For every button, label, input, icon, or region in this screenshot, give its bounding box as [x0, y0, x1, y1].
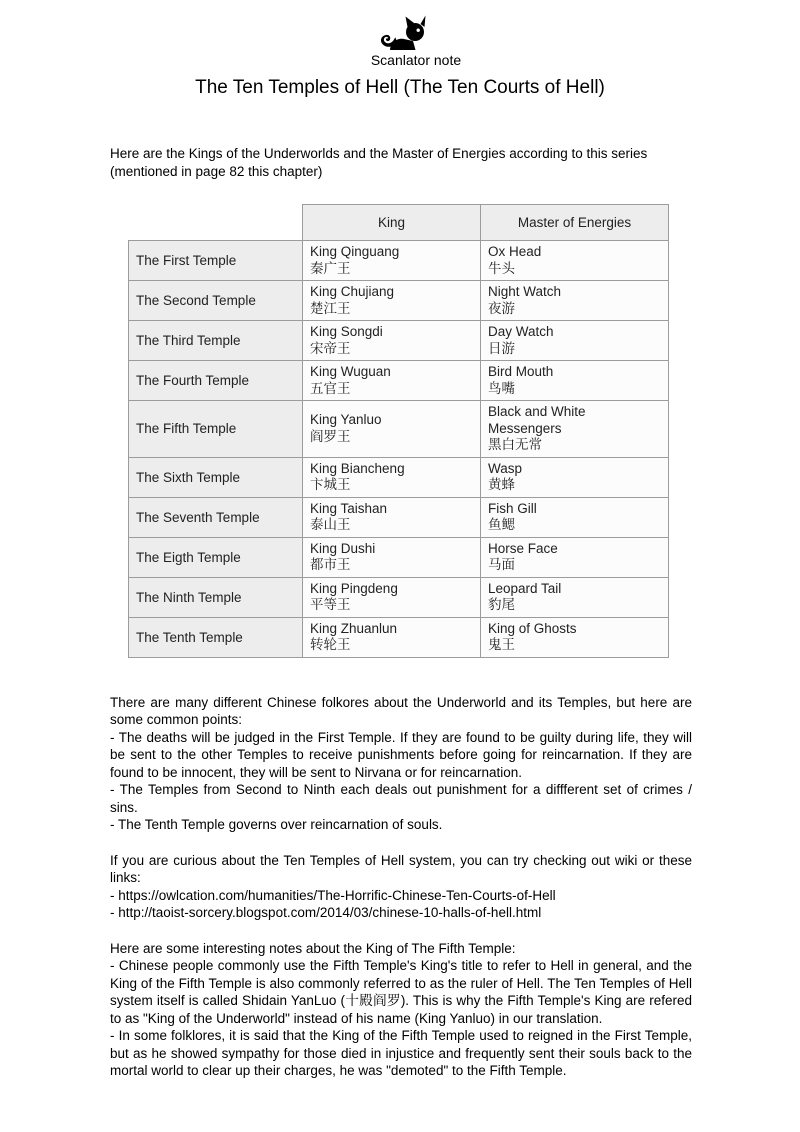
black-cat-logo-icon: [373, 14, 427, 54]
king-name-en: King Wuguan: [310, 364, 391, 379]
master-name-cn: 黄蜂: [488, 477, 515, 493]
table-row: [129, 497, 669, 537]
paragraph-line: (mentioned in page 82 this chapter): [110, 163, 323, 179]
table-row: [129, 321, 669, 361]
master-name-en: Night Watch: [488, 284, 562, 299]
king-name-cn: 泰山王: [310, 517, 351, 533]
master-name-en: Leopard Tail: [488, 580, 562, 596]
temple-name-cell: The Eigth Temple: [129, 537, 303, 577]
paragraph-line: - The deaths will be judged in the First Temple. If they are found to be guilty during life, they will be sent to the other Temples to receive punishments before going for reincarnation. If they are found to be innocent, they will be sent to Nirvana or for reincarnation.: [110, 729, 692, 780]
master-name-cn: 鬼王: [488, 637, 515, 653]
master-cell: [481, 537, 669, 577]
master-name-cn: 牛头: [488, 260, 515, 277]
king-name-en: King Songdi: [310, 324, 383, 339]
king-name-cn: 楚江王: [310, 300, 351, 317]
paragraph-line: Here are the Kings of the Underworlds and the Master of Energies according to this series: [110, 146, 648, 161]
master-name-cn: 黑白无常: [488, 437, 542, 453]
king-name-en: King Yanluo: [310, 412, 382, 428]
king-name-en: King Dushi: [310, 540, 376, 556]
king-cell: [303, 241, 481, 281]
temple-name-cell: The Third Temple: [129, 321, 303, 361]
temples-table: [128, 204, 669, 658]
master-name-en: Black and White Messengers: [488, 404, 586, 436]
master-name-en: Fish Gill: [488, 500, 537, 516]
page-content: [0, 145, 800, 1080]
temple-name-cell: The Ninth Temple: [129, 577, 303, 617]
king-name-cn: 五官王: [310, 380, 351, 397]
corner-header-cell: [129, 205, 303, 241]
table-row: [129, 537, 669, 577]
king-cell: [303, 457, 481, 497]
master-name-cn: 鱼鳃: [488, 517, 515, 533]
king-name-cn: 卞城王: [310, 477, 351, 493]
paragraph-line: - The Tenth Temple governs over reincarnation of souls.: [110, 817, 443, 832]
king-name-cn: 宋帝王: [310, 340, 351, 357]
temple-table-body: [129, 241, 669, 658]
king-name-cn: 转轮王: [310, 637, 351, 653]
temples-table-head: [129, 205, 669, 241]
temple-name-cell: The Fourth Temple: [129, 361, 303, 401]
paragraph-line: - http://taoist-sorcery.blogspot.com/2014/03/chinese-10-halls-of-hell.html: [110, 905, 542, 920]
temple-name-cell: The Seventh Temple: [129, 497, 303, 537]
king-name-en: King Zhuanlun: [310, 620, 398, 636]
master-cell: [481, 577, 669, 617]
master-cell: [481, 281, 669, 321]
master-name-en: Day Watch: [488, 324, 554, 339]
page-title: The Ten Temples of Hell (The Ten Courts of Hell): [195, 77, 605, 98]
table-row: [129, 457, 669, 497]
paragraph-line: If you are curious about the Ten Temples of Hell system, you can try checking out wiki or these links:: [110, 852, 692, 885]
master-cell: [481, 241, 669, 281]
master-column-header: Master of Energies: [481, 205, 669, 241]
master-name-cn: 夜游: [488, 300, 515, 317]
temple-name-cell: The Second Temple: [129, 281, 303, 321]
king-name-en: King Biancheng: [310, 460, 405, 476]
master-name-cn: 鸟嘴: [488, 380, 515, 397]
master-cell: [481, 401, 669, 458]
paragraph-line: - Chinese people commonly use the Fifth Temple's King's title to refer to Hell in general, and the King of the Fifth Temple is also commonly referred to as the ruler of Hell. The Ten Temples of Hell system itself is called Shidain YanLuo (十殿阎罗). This is why the Fifth Temple's King are refered to as "King of the Underworld" instead of his name (King Yanluo) in our translation.: [110, 958, 692, 1026]
king-name-cn: 阎罗王: [310, 428, 351, 445]
paragraph-line: - In some folklores, it is said that the King of the Fifth Temple used to reigned in the First Temple, but as he showed sympathy for those died in injustice and frequently sent their souls back to the mortal world to clear up their charges, he was "demoted" to the Fifth Temple.: [110, 1028, 692, 1078]
king-name-cn: 秦广王: [310, 260, 351, 277]
table-row: [129, 361, 669, 401]
paragraph-line: - https://owlcation.com/humanities/The-Horrific-Chinese-Ten-Courts-of-Hell: [110, 887, 556, 903]
king-cell: [303, 577, 481, 617]
king-column-header: King: [303, 205, 481, 241]
paragraph-line: - The Temples from Second to Ninth each deals out punishment for a diffferent set of crimes / sins.: [110, 782, 692, 815]
master-name-cn: 日游: [488, 340, 515, 357]
king-cell: [303, 281, 481, 321]
king-cell: [303, 617, 481, 657]
temple-name-cell: The First Temple: [129, 241, 303, 281]
master-name-en: Wasp: [488, 460, 523, 476]
table-row: [129, 401, 669, 458]
master-name-en: Bird Mouth: [488, 364, 554, 379]
king-name-en: King Qinguang: [310, 244, 400, 259]
master-name-cn: 豹尾: [488, 597, 515, 613]
scanlator-note-label: Scanlator note: [370, 52, 462, 68]
master-cell: [481, 617, 669, 657]
king-cell: [303, 361, 481, 401]
table-row: [129, 281, 669, 321]
temple-name-cell: The Fifth Temple: [129, 401, 303, 458]
scanlator-header: [0, 14, 800, 68]
master-name-en: King of Ghosts: [488, 620, 577, 636]
external-links-section: [110, 852, 692, 922]
master-name-cn: 马面: [488, 557, 515, 573]
king-cell: [303, 401, 481, 458]
king-cell: [303, 321, 481, 361]
paragraph-line: There are many different Chinese folkores about the Underworld and its Temples, but here are some common points:: [110, 694, 692, 727]
king-cell: [303, 537, 481, 577]
king-name-en: King Taishan: [310, 500, 388, 516]
table-header-row: [129, 205, 669, 241]
king-name-cn: 平等王: [310, 597, 351, 613]
fifth-temple-notes-section: [110, 940, 692, 1080]
temple-name-cell: The Tenth Temple: [129, 617, 303, 657]
table-row: [129, 241, 669, 281]
king-cell: [303, 497, 481, 537]
master-cell: [481, 361, 669, 401]
master-cell: [481, 321, 669, 361]
master-cell: [481, 497, 669, 537]
king-name-cn: 都市王: [310, 557, 351, 573]
king-name-en: King Pingdeng: [310, 580, 398, 596]
temple-name-cell: The Sixth Temple: [129, 457, 303, 497]
king-name-en: King Chujiang: [310, 284, 395, 299]
master-name-en: Horse Face: [488, 540, 558, 556]
master-cell: [481, 457, 669, 497]
table-row: [129, 577, 669, 617]
folklore-notes-section: [110, 694, 692, 834]
intro-paragraph: [110, 145, 692, 180]
master-name-en: Ox Head: [488, 244, 542, 259]
table-row: [129, 617, 669, 657]
paragraph-line: Here are some interesting notes about the King of The Fifth Temple:: [110, 940, 516, 956]
